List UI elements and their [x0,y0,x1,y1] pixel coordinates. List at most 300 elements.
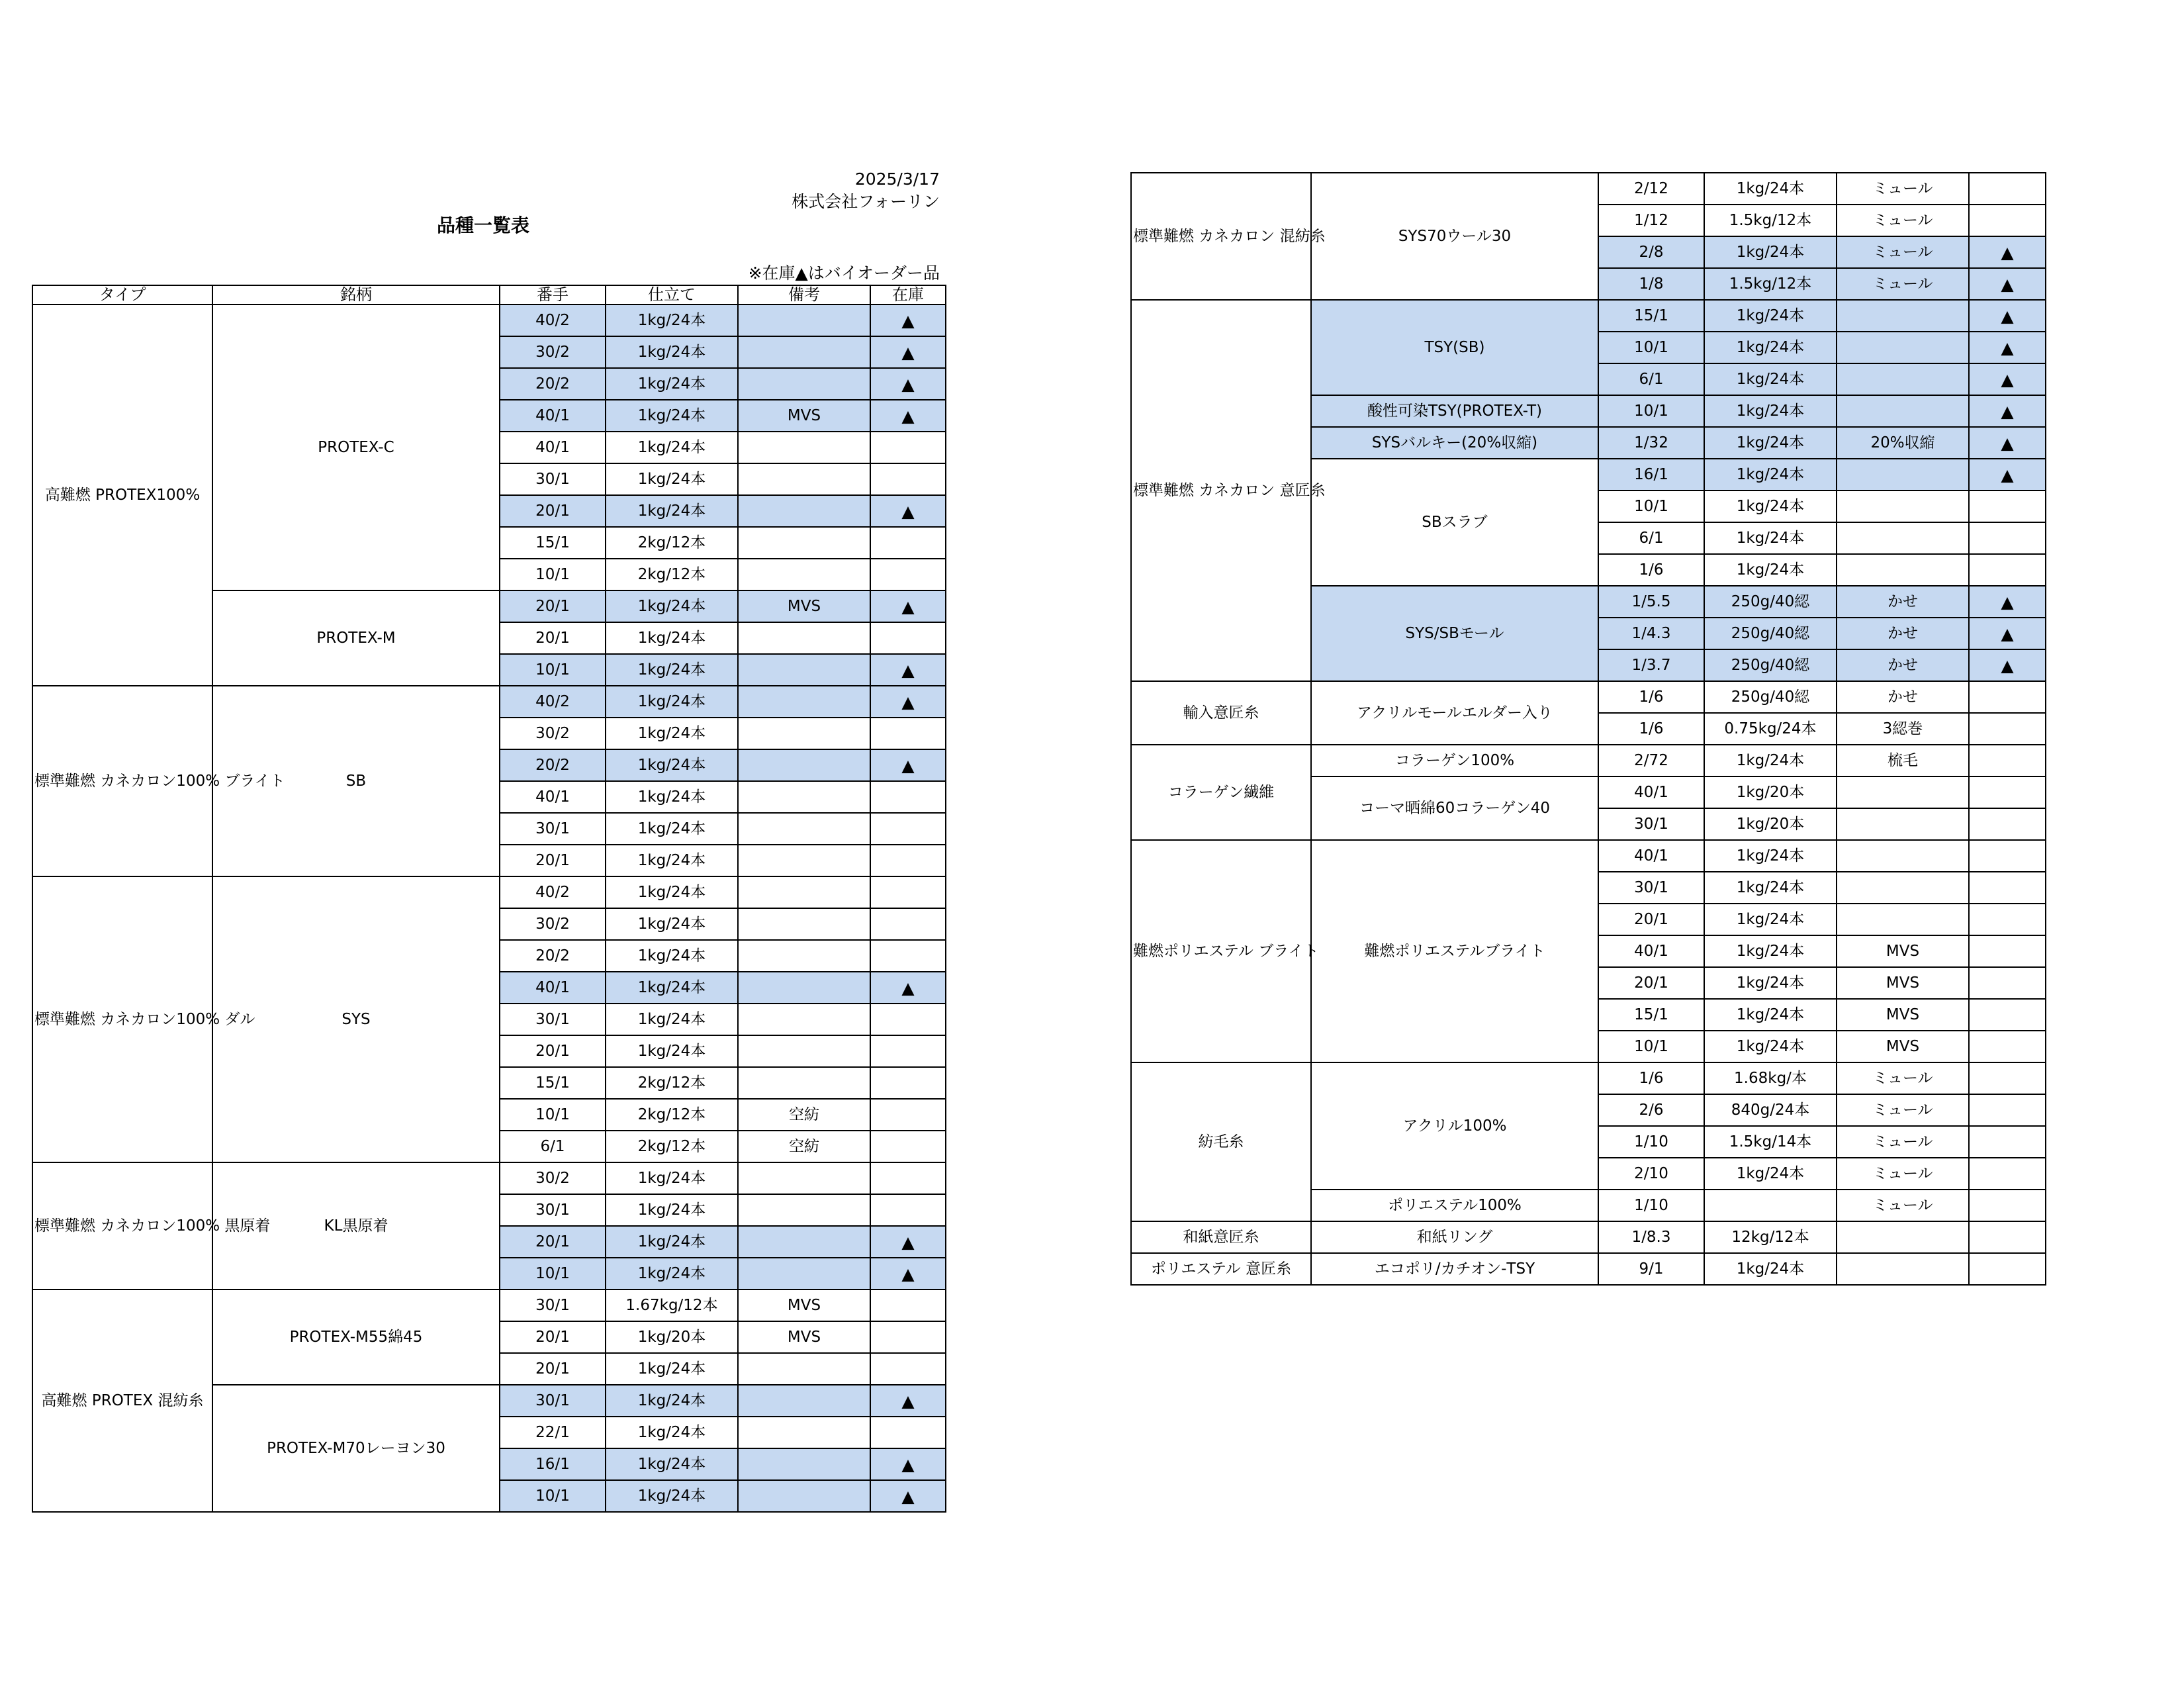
type-cell: 紡毛糸 [1131,1062,1311,1221]
brand-cell: KL黒原着 [212,1162,500,1289]
note-cell [1837,840,1969,872]
spec-cell: 250g/40綛 [1704,681,1837,713]
table-row [1131,1253,2046,1285]
stock-cell [1969,1253,2046,1285]
brand-cell: TSY(SB) [1311,300,1598,395]
count-cell: 40/2 [500,876,606,908]
spec-cell: 1kg/24本 [606,1417,738,1448]
table-header-row [32,285,946,305]
brand-cell: コーマ晒綿60コラーゲン40 [1311,776,1598,840]
note-cell [738,463,870,495]
stock-cell: ▲ [870,1448,946,1480]
count-cell: 1/32 [1598,427,1704,459]
stock-cell [1969,554,2046,586]
count-cell: 30/1 [500,1004,606,1035]
spec-cell: 1kg/24本 [606,336,738,368]
type-cell: 標準難燃 カネカロン100% 黒原着 [32,1162,212,1289]
brand-cell: SYS [212,876,500,1162]
spec-cell: 1kg/24本 [606,876,738,908]
note-cell: ミュール [1837,268,1969,300]
note-cell [738,432,870,463]
count-cell: 30/1 [1598,872,1704,904]
count-cell: 1/6 [1598,681,1704,713]
table-row [1131,1062,2046,1094]
spec-cell: 1kg/24本 [1704,491,1837,522]
note-cell [738,718,870,749]
stock-cell [1969,681,2046,713]
count-cell: 1/3.7 [1598,649,1704,681]
table-row [1131,840,2046,872]
stock-cell [1969,1094,2046,1126]
spec-cell: 1kg/24本 [1704,363,1837,395]
note-cell [738,1417,870,1448]
count-cell: 10/1 [1598,491,1704,522]
count-cell: 10/1 [500,654,606,686]
stock-note: ※在庫▲はバイオーダー品 [748,263,940,283]
spec-cell: 1kg/24本 [1704,904,1837,935]
spec-cell: 250g/40綛 [1704,649,1837,681]
stock-cell: ▲ [870,686,946,718]
type-cell: ポリエステル 意匠糸 [1131,1253,1311,1285]
type-cell: コラーゲン繊維 [1131,745,1311,840]
note-cell [738,1162,870,1194]
note-cell: MVS [1837,1031,1969,1062]
spec-cell: 1kg/24本 [606,432,738,463]
note-cell [1837,522,1969,554]
count-cell: 6/1 [1598,363,1704,395]
stock-cell [870,1289,946,1321]
stock-cell [870,1099,946,1131]
note-cell: 20%収縮 [1837,427,1969,459]
count-cell: 20/1 [500,1226,606,1258]
product-table-left [32,285,946,1513]
note-cell [1837,395,1969,427]
spec-cell: 1kg/24本 [1704,459,1837,491]
stock-cell: ▲ [870,654,946,686]
spec-cell: 1kg/24本 [606,654,738,686]
spec-cell: 1kg/24本 [1704,840,1837,872]
note-cell [738,1226,870,1258]
brand-cell: アクリルモールエルダー入り [1311,681,1598,745]
spec-cell: 1kg/24本 [606,1448,738,1480]
spec-cell: 1kg/24本 [606,1258,738,1289]
stock-cell: ▲ [1969,236,2046,268]
count-cell: 20/1 [500,1035,606,1067]
count-cell: 20/1 [1598,904,1704,935]
spec-cell: 1kg/24本 [606,1480,738,1512]
col-header-brand: 銘柄 [212,285,500,305]
count-cell: 40/1 [1598,935,1704,967]
spec-cell: 1kg/24本 [606,749,738,781]
stock-cell [1969,491,2046,522]
stock-cell: ▲ [1969,332,2046,363]
brand-cell: ポリエステル100% [1311,1190,1598,1221]
table-row [1131,745,2046,776]
note-cell [738,1448,870,1480]
stock-cell: ▲ [870,400,946,432]
note-cell [738,1004,870,1035]
note-cell: 空紡 [738,1099,870,1131]
spec-cell: 1kg/24本 [1704,173,1837,205]
stock-cell: ▲ [870,1480,946,1512]
count-cell: 10/1 [500,1099,606,1131]
spec-cell: 1kg/24本 [1704,236,1837,268]
spec-cell: 1kg/20本 [1704,776,1837,808]
brand-cell: PROTEX-M [212,590,500,686]
count-cell: 30/2 [500,1162,606,1194]
count-cell: 9/1 [1598,1253,1704,1285]
spec-cell: 1kg/24本 [1704,1253,1837,1285]
brand-cell: 和紙リング [1311,1221,1598,1253]
count-cell: 16/1 [500,1448,606,1480]
stock-cell [870,1035,946,1067]
count-cell: 2/12 [1598,173,1704,205]
spec-cell: 840g/24本 [1704,1094,1837,1126]
spec-cell: 2kg/12本 [606,527,738,559]
count-cell: 40/2 [500,305,606,336]
count-cell: 40/1 [500,972,606,1004]
note-cell [738,686,870,718]
spec-cell: 1kg/24本 [606,813,738,845]
spec-cell: 1kg/20本 [1704,808,1837,840]
stock-cell [1969,1126,2046,1158]
stock-cell: ▲ [1969,427,2046,459]
note-cell: ミュール [1837,1062,1969,1094]
spec-cell: 1kg/24本 [606,622,738,654]
table-row [32,1289,946,1321]
stock-cell: ▲ [1969,300,2046,332]
table-row [32,876,946,908]
count-cell: 2/72 [1598,745,1704,776]
stock-cell [870,718,946,749]
count-cell: 15/1 [500,1067,606,1099]
stock-cell [1969,1158,2046,1190]
stock-cell: ▲ [1969,649,2046,681]
note-cell: MVS [738,1289,870,1321]
note-cell [738,559,870,590]
stock-cell: ▲ [870,368,946,400]
note-cell [1837,363,1969,395]
note-cell: ミュール [1837,236,1969,268]
note-cell [1837,872,1969,904]
spec-cell: 1kg/24本 [606,1385,738,1417]
count-cell: 2/8 [1598,236,1704,268]
spec-cell: 1kg/24本 [606,1226,738,1258]
note-cell: MVS [738,590,870,622]
count-cell: 15/1 [1598,300,1704,332]
stock-cell: ▲ [1969,618,2046,649]
col-header-count: 番手 [500,285,606,305]
note-cell: ミュール [1837,205,1969,236]
spec-cell: 2kg/12本 [606,1131,738,1162]
stock-cell [870,813,946,845]
brand-cell: PROTEX-M70レーヨン30 [212,1385,500,1512]
count-cell: 1/8 [1598,268,1704,300]
note-cell [738,1194,870,1226]
count-cell: 1/10 [1598,1126,1704,1158]
note-cell: 3綛巻 [1837,713,1969,745]
stock-cell [1969,1221,2046,1253]
count-cell: 30/2 [500,336,606,368]
note-cell [1837,776,1969,808]
note-cell [738,908,870,940]
note-cell [1837,904,1969,935]
note-cell: MVS [738,1321,870,1353]
stock-cell [1969,904,2046,935]
stock-cell: ▲ [870,495,946,527]
spec-cell: 1kg/24本 [1704,300,1837,332]
spec-cell: 2kg/12本 [606,1099,738,1131]
note-cell [738,813,870,845]
note-cell [738,876,870,908]
count-cell: 1/10 [1598,1190,1704,1221]
type-cell: 標準難燃 カネカロン 意匠糸 [1131,300,1311,681]
count-cell: 40/1 [500,400,606,432]
stock-cell: ▲ [1969,459,2046,491]
count-cell: 20/1 [500,590,606,622]
count-cell: 20/1 [500,622,606,654]
stock-cell: ▲ [1969,363,2046,395]
col-header-type: タイプ [32,285,212,305]
brand-cell: SYSバルキー(20%収縮) [1311,427,1598,459]
count-cell: 15/1 [1598,999,1704,1031]
count-cell: 10/1 [500,1258,606,1289]
note-cell [1837,808,1969,840]
count-cell: 10/1 [500,1480,606,1512]
count-cell: 20/1 [1598,967,1704,999]
note-cell [738,1258,870,1289]
spec-cell: 1kg/24本 [606,1194,738,1226]
note-cell [738,845,870,876]
stock-cell [1969,173,2046,205]
spec-cell: 1.67kg/12本 [606,1289,738,1321]
note-cell [738,495,870,527]
type-cell: 高難燃 PROTEX 混紡糸 [32,1289,212,1512]
spec-cell: 1kg/24本 [606,972,738,1004]
stock-cell: ▲ [870,1226,946,1258]
count-cell: 2/6 [1598,1094,1704,1126]
spec-cell: 1kg/24本 [606,940,738,972]
spec-cell: 250g/40綛 [1704,618,1837,649]
note-cell: MVS [1837,967,1969,999]
stock-cell [870,1162,946,1194]
count-cell: 10/1 [500,559,606,590]
count-cell: 20/2 [500,368,606,400]
count-cell: 10/1 [1598,1031,1704,1062]
product-table-right [1130,172,2046,1286]
note-cell [1837,1221,1969,1253]
count-cell: 15/1 [500,527,606,559]
count-cell: 30/1 [500,1289,606,1321]
spec-cell: 1kg/24本 [606,1162,738,1194]
note-cell [738,749,870,781]
stock-cell: ▲ [870,1258,946,1289]
brand-cell: PROTEX-M55綿45 [212,1289,500,1385]
note-cell: 空紡 [738,1131,870,1162]
count-cell: 1/8.3 [1598,1221,1704,1253]
spec-cell: 1kg/24本 [606,1004,738,1035]
spec-cell: 1kg/24本 [606,718,738,749]
count-cell: 16/1 [1598,459,1704,491]
stock-cell [1969,745,2046,776]
stock-cell [870,527,946,559]
count-cell: 10/1 [1598,395,1704,427]
stock-cell: ▲ [870,1385,946,1417]
stock-cell [1969,205,2046,236]
count-cell: 1/6 [1598,1062,1704,1094]
stock-cell [1969,1031,2046,1062]
note-cell: 梳毛 [1837,745,1969,776]
stock-cell [1969,713,2046,745]
stock-cell: ▲ [870,305,946,336]
note-cell: MVS [1837,999,1969,1031]
count-cell: 1/6 [1598,554,1704,586]
spec-cell: 1kg/20本 [606,1321,738,1353]
spec-cell: 2kg/12本 [606,559,738,590]
spec-cell: 1kg/24本 [1704,554,1837,586]
note-cell [738,781,870,813]
spec-cell: 1kg/24本 [606,845,738,876]
note-cell: MVS [1837,935,1969,967]
count-cell: 40/1 [1598,776,1704,808]
brand-cell: 難燃ポリエステルブライト [1311,840,1598,1062]
type-cell: 難燃ポリエステル ブライト [1131,840,1311,1062]
stock-cell [870,1194,946,1226]
stock-cell [1969,522,2046,554]
company-name: 株式会社フォーリン [792,192,940,211]
count-cell: 40/1 [500,781,606,813]
count-cell: 1/4.3 [1598,618,1704,649]
spec-cell: 2kg/12本 [606,1067,738,1099]
note-cell [738,972,870,1004]
spec-cell: 1kg/24本 [606,400,738,432]
brand-cell: 酸性可染TSY(PROTEX-T) [1311,395,1598,427]
spec-cell: 250g/40綛 [1704,586,1837,618]
count-cell: 10/1 [1598,332,1704,363]
spec-cell: 1kg/24本 [606,908,738,940]
count-cell: 30/2 [500,718,606,749]
spec-cell: 1.5kg/14本 [1704,1126,1837,1158]
count-cell: 1/6 [1598,713,1704,745]
spec-cell: 1kg/24本 [1704,395,1837,427]
brand-cell: コラーゲン100% [1311,745,1598,776]
stock-cell [870,1131,946,1162]
type-cell: 高難燃 PROTEX100% [32,305,212,686]
page-title: 品種一覧表 [437,214,530,236]
table-row [1131,300,2046,332]
note-cell [1837,332,1969,363]
spec-cell [1704,1190,1837,1221]
note-cell [738,1067,870,1099]
spec-cell: 1kg/24本 [606,590,738,622]
stock-cell [870,1067,946,1099]
count-cell: 2/10 [1598,1158,1704,1190]
count-cell: 20/1 [500,845,606,876]
col-header-note: 備考 [738,285,870,305]
stock-cell [870,908,946,940]
spec-cell: 1kg/24本 [606,305,738,336]
brand-cell: PROTEX-C [212,305,500,590]
spec-cell: 1kg/24本 [606,781,738,813]
spec-cell: 1kg/24本 [1704,745,1837,776]
stock-cell [870,845,946,876]
note-cell [738,1035,870,1067]
type-cell: 標準難燃 カネカロン100% ブライト [32,686,212,876]
spec-cell: 1kg/24本 [1704,427,1837,459]
note-cell: かせ [1837,618,1969,649]
stock-cell [870,1004,946,1035]
spec-cell: 1kg/24本 [606,686,738,718]
note-cell: かせ [1837,586,1969,618]
stock-cell [1969,808,2046,840]
note-cell [1837,491,1969,522]
stock-cell [1969,967,2046,999]
stock-cell: ▲ [870,749,946,781]
type-cell: 和紙意匠糸 [1131,1221,1311,1253]
stock-cell [1969,999,2046,1031]
note-cell [1837,1253,1969,1285]
stock-cell [870,463,946,495]
count-cell: 30/1 [1598,808,1704,840]
count-cell: 1/12 [1598,205,1704,236]
table-row [1131,1221,2046,1253]
count-cell: 30/1 [500,1194,606,1226]
spec-cell: 1kg/24本 [1704,967,1837,999]
stock-cell: ▲ [870,972,946,1004]
brand-cell: アクリル100% [1311,1062,1598,1190]
spec-cell: 1kg/24本 [1704,872,1837,904]
stock-cell [870,432,946,463]
stock-cell [870,1321,946,1353]
type-cell: 輸入意匠糸 [1131,681,1311,745]
count-cell: 20/2 [500,749,606,781]
brand-cell: SBスラブ [1311,459,1598,586]
count-cell: 30/1 [500,463,606,495]
table-row [1131,173,2046,205]
stock-cell: ▲ [1969,586,2046,618]
table-row [1131,681,2046,713]
count-cell: 6/1 [500,1131,606,1162]
note-cell [738,1480,870,1512]
note-cell [738,527,870,559]
type-cell: 標準難燃 カネカロン100% ダル [32,876,212,1162]
stock-cell [870,1417,946,1448]
stock-cell [1969,935,2046,967]
stock-cell: ▲ [870,336,946,368]
stock-cell [1969,840,2046,872]
spec-cell: 1kg/24本 [1704,522,1837,554]
right-table-body [1131,173,2046,1285]
note-cell: ミュール [1837,1126,1969,1158]
stock-cell [1969,776,2046,808]
brand-cell: SYS70ウール30 [1311,173,1598,300]
spec-cell: 0.75kg/24本 [1704,713,1837,745]
note-cell [738,368,870,400]
stock-cell: ▲ [1969,395,2046,427]
spec-cell: 1kg/24本 [606,463,738,495]
count-cell: 30/2 [500,908,606,940]
col-header-stock: 在庫 [870,285,946,305]
table-row [32,1162,946,1194]
spec-cell: 1kg/24本 [606,368,738,400]
note-cell [1837,554,1969,586]
stock-cell [870,940,946,972]
count-cell: 22/1 [500,1417,606,1448]
count-cell: 20/1 [500,1353,606,1385]
brand-cell: SB [212,686,500,876]
spec-cell: 1.5kg/12本 [1704,268,1837,300]
spec-cell: 1kg/24本 [1704,1031,1837,1062]
